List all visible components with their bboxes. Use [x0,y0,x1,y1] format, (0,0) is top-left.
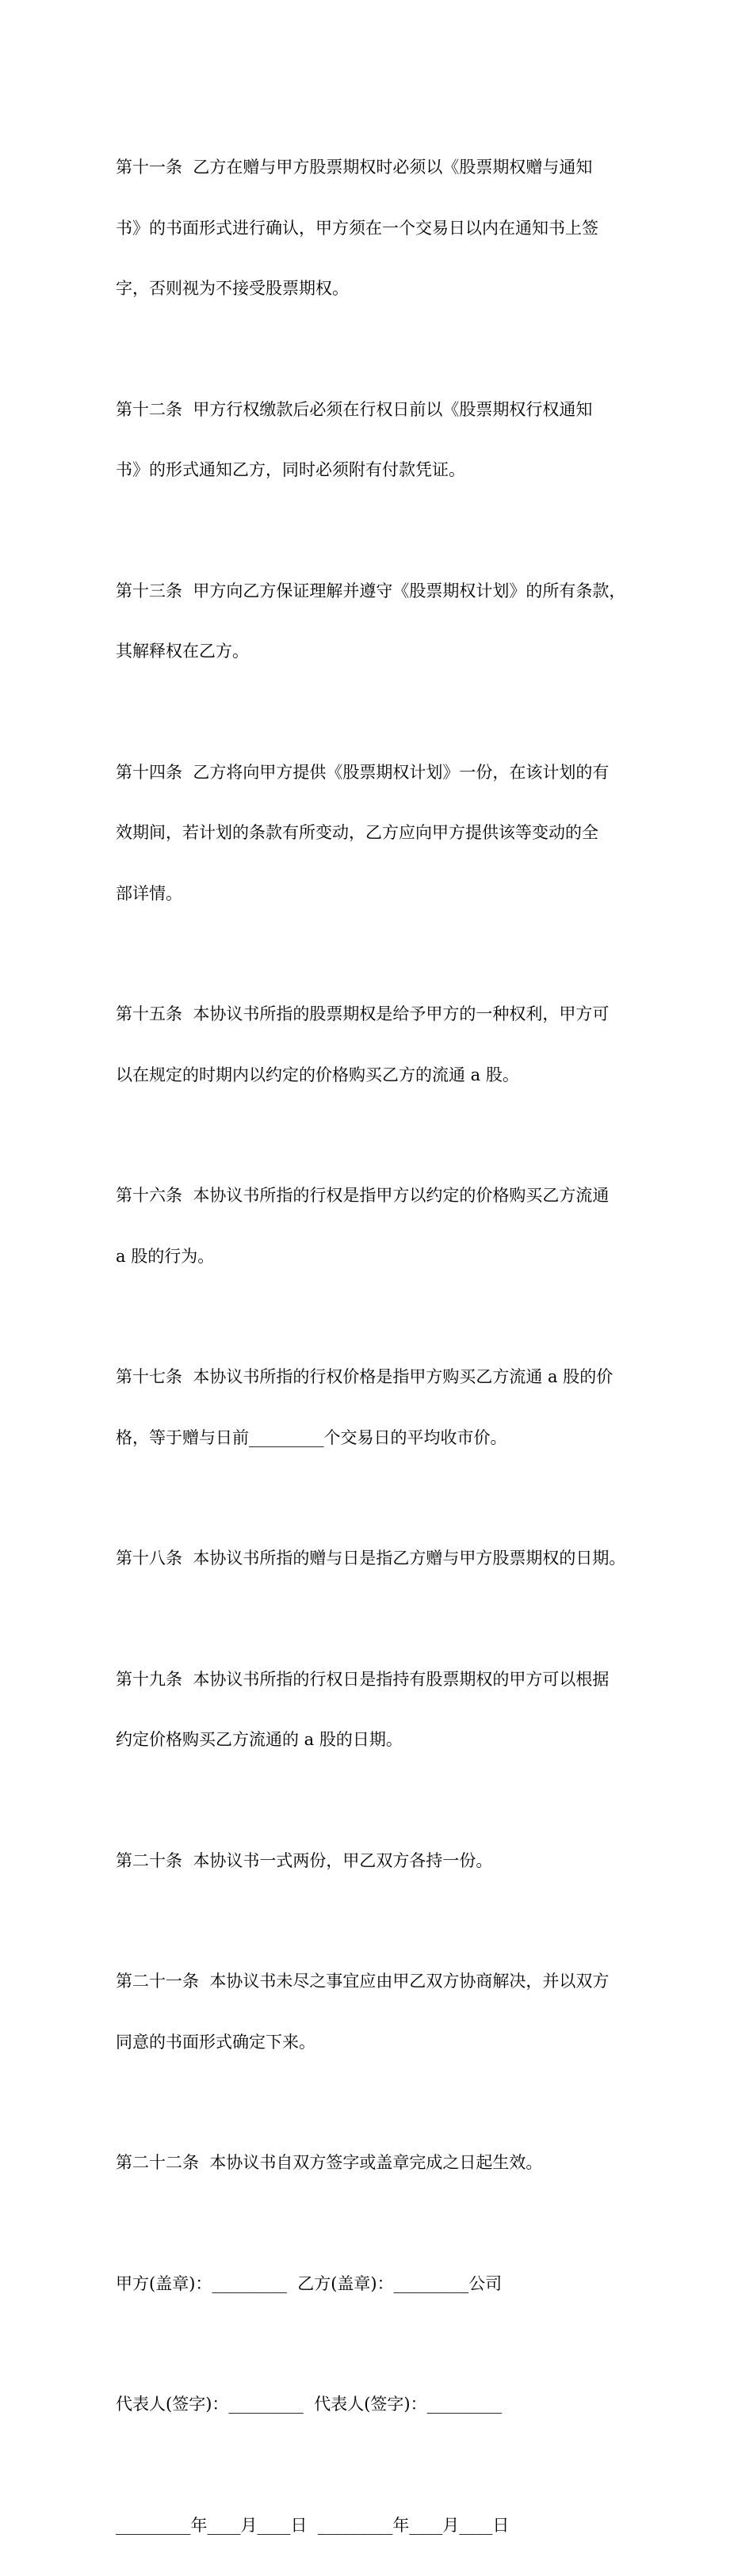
clause-line: 以在规定的时期内以约定的价格购买乙方的流通 a 股。 [116,1065,655,1086]
clause-13 [116,541,655,703]
clause-line: 第二十二条 本协议书自双方签字或盖章完成之日起生效。 [116,2153,655,2174]
clause-line: 第十五条 本协议书所指的股票期权是给予甲方的一种权利，甲方可 [116,1004,655,1025]
clause-16 [116,1145,655,1307]
clause-line: 第十三条 甲方向乙方保证理解并遵守《股票期权计划》的所有条款， [116,581,655,602]
clause-line: 效期间，若计划的条款有所变动，乙方应向甲方提供该等变动的全 [116,823,655,844]
clause-line: 约定价格购买乙方流通的 a 股的日期。 [116,1730,655,1751]
signature-date-text: _________年____月____日 _________年____月____日 [116,2516,655,2536]
signature-representative-line [116,2354,655,2456]
clause-line: 书》的书面形式进行确认，甲方须在一个交易日以内在通知书上签 [116,219,655,239]
clause-line: 第十四条 乙方将向甲方提供《股票期权计划》一份，在该计划的有 [116,763,655,783]
clause-17 [116,1327,655,1488]
clause-line: 第十二条 甲方行权缴款后必须在行权日前以《股票期权行权通知 [116,400,655,421]
clause-line: 第十六条 本协议书所指的行权是指甲方以约定的价格购买乙方流通 [116,1186,655,1206]
clause-line: 部详情。 [116,884,655,905]
clause-21 [116,1931,655,2093]
clause-line: 第十七条 本协议书所指的行权价格是指甲方购买乙方流通 a 股的价 [116,1367,655,1388]
clause-line: 第二十一条 本协议书未尽之事宜应由甲乙双方协商解决，并以双方 [116,1972,655,1992]
clause-18 [116,1508,655,1610]
clause-line: 其解释权在乙方。 [116,642,655,662]
clause-12 [116,360,655,521]
signature-seal-text: 甲方(盖章)：_________ 乙方(盖章)：_________公司 [116,2274,655,2295]
signature-seal-line [116,2234,655,2335]
clause-line: 第十八条 本协议书所指的赠与日是指乙方赠与甲方股票期权的日期。 [116,1549,655,1569]
clause-line: 同意的书面形式确定下来。 [116,2033,655,2053]
clause-22 [116,2113,655,2214]
signature-representative-text: 代表人(签字)：_________ 代表人(签字)：_________ [116,2395,655,2415]
clause-line: 书》的形式通知乙方，同时必须附有付款凭证。 [116,460,655,481]
clause-line: 第十九条 本协议书所指的行权日是指持有股票期权的甲方可以根据 [116,1670,655,1690]
clause-15 [116,964,655,1126]
clause-14 [116,722,655,945]
signature-date-line [116,2475,655,2576]
document-page [116,117,655,2576]
clause-line: 格，等于赠与日前_________个交易日的平均收市价。 [116,1428,655,1449]
clause-11 [116,117,655,340]
clause-20 [116,1811,655,1912]
clause-line: a 股的行为。 [116,1247,655,1267]
clause-line: 字，否则视为不接受股票期权。 [116,279,655,299]
clause-19 [116,1629,655,1791]
clause-line: 第二十条 本协议书一式两份，甲乙双方各持一份。 [116,1851,655,1872]
clause-line: 第十一条 乙方在赠与甲方股票期权时必须以《股票期权赠与通知 [116,158,655,178]
